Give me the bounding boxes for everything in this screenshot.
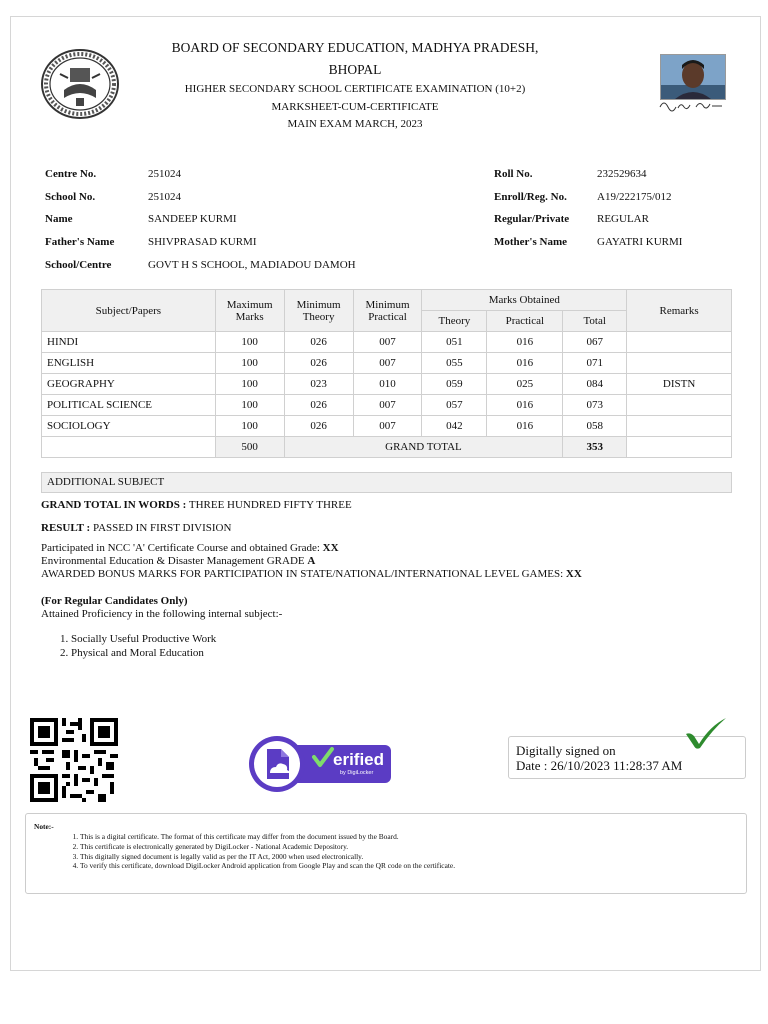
grand-total-spacer	[42, 437, 216, 458]
practical-cell: 016	[487, 395, 563, 416]
total-cell: 084	[563, 374, 627, 395]
notes-title: Note:-	[34, 822, 54, 831]
words-value: THREE HUNDRED FIFTY THREE	[188, 499, 352, 511]
subject-cell: HINDI	[42, 332, 216, 353]
list-item: 3. This digitally signed document is legally valid as per the IT Act, 2000 when used electronically.	[80, 852, 455, 862]
grand-total-remarks	[627, 437, 732, 458]
min-practical-cell: 010	[353, 374, 422, 395]
roll-no-value: 232529634	[597, 168, 647, 180]
min-theory-cell: 026	[284, 395, 353, 416]
remarks-cell	[627, 332, 732, 353]
header-minimum-theory: Minimum Theory	[284, 290, 353, 332]
subject-cell: GEOGRAPHY	[42, 374, 216, 395]
min-theory-cell: 026	[284, 353, 353, 374]
max-marks-cell: 100	[215, 416, 284, 437]
env-line	[41, 555, 315, 567]
remarks-cell	[627, 353, 732, 374]
school-centre-label: School/Centre	[45, 259, 112, 271]
centre-no-label: Centre No.	[45, 168, 97, 180]
father-name-value: SHIVPRASAD KURMI	[148, 236, 257, 248]
table-row	[42, 374, 732, 395]
subject-cell: POLITICAL SCIENCE	[42, 395, 216, 416]
notes-list	[66, 832, 455, 871]
grand-max-marks: 500	[215, 437, 284, 458]
marks-table	[41, 289, 732, 458]
subject-cell: SOCIOLOGY	[42, 416, 216, 437]
header-marks-obtained: Marks Obtained	[422, 290, 627, 311]
mother-name-value: GAYATRI KURMI	[597, 236, 683, 248]
practical-cell: 016	[487, 332, 563, 353]
regular-private-value: REGULAR	[597, 213, 649, 225]
remarks-cell	[627, 416, 732, 437]
mother-name-label: Mother's Name	[494, 236, 568, 248]
total-cell: 073	[563, 395, 627, 416]
theory-cell: 059	[422, 374, 487, 395]
result-line	[41, 522, 231, 534]
verified-word: erified	[333, 750, 385, 769]
ncc-text: Participated in NCC 'A' Certificate Course and obtained Grade:	[41, 542, 320, 554]
candidate-signature-icon	[656, 98, 726, 112]
min-practical-cell: 007	[353, 332, 422, 353]
remarks-cell: DISTN	[627, 374, 732, 395]
board-seal-icon	[40, 48, 120, 120]
name-label: Name	[45, 213, 73, 225]
theory-cell: 042	[422, 416, 487, 437]
words-label: GRAND TOTAL IN WORDS :	[41, 499, 187, 511]
result-label: RESULT :	[41, 522, 91, 534]
header-maximum-marks: Maximum Marks	[215, 290, 284, 332]
school-no-label: School No.	[45, 191, 96, 203]
total-cell: 067	[563, 332, 627, 353]
grand-total-value: 353	[563, 437, 627, 458]
list-item: 4. To verify this certificate, download DigiLocker Android application from Google Play and scan the QR code on the certificate.	[80, 861, 455, 871]
env-grade: A	[307, 555, 316, 567]
total-cell: 071	[563, 353, 627, 374]
centre-no-value: 251024	[148, 168, 181, 180]
ncc-grade: XX	[322, 542, 339, 554]
min-theory-cell: 026	[284, 332, 353, 353]
theory-cell: 051	[422, 332, 487, 353]
bonus-line	[41, 568, 582, 580]
school-centre-value: GOVT H S SCHOOL, MADIADOU DAMOH	[148, 259, 356, 271]
board-name-line2: BHOPAL	[328, 62, 382, 77]
signed-date: Date : 26/10/2023 11:28:37 AM	[516, 758, 683, 773]
grand-total-in-words	[41, 499, 352, 511]
total-cell: 058	[563, 416, 627, 437]
header-practical: Practical	[487, 311, 563, 332]
theory-cell: 055	[422, 353, 487, 374]
min-practical-cell: 007	[353, 395, 422, 416]
min-practical-cell: 007	[353, 353, 422, 374]
list-item: 1. This is a digital certificate. The format of this certificate may differ from the document issued by the Board.	[80, 832, 455, 842]
practical-cell: 016	[487, 353, 563, 374]
header-remarks: Remarks	[627, 290, 732, 332]
min-practical-cell: 007	[353, 416, 422, 437]
list-item: 2. Physical and Moral Education	[71, 646, 216, 660]
env-text: Environmental Education & Disaster Management GRADE	[41, 555, 305, 567]
exam-session: MAIN EXAM MARCH, 2023	[287, 118, 423, 130]
grand-total-row	[42, 437, 732, 458]
bonus-value: XX	[565, 568, 582, 580]
subject-cell: ENGLISH	[42, 353, 216, 374]
theory-cell: 057	[422, 395, 487, 416]
table-row	[42, 395, 732, 416]
green-tick-icon	[684, 716, 728, 750]
board-name-line1: BOARD OF SECONDARY EDUCATION, MADHYA PRADESH,	[171, 40, 539, 55]
bonus-text: AWARDED BONUS MARKS FOR PARTICIPATION IN STATE/NATIONAL/INTERNATIONAL LEVEL GAMES:	[41, 568, 564, 580]
max-marks-cell: 100	[215, 395, 284, 416]
max-marks-cell: 100	[215, 353, 284, 374]
notes-box	[25, 813, 747, 894]
remarks-cell	[627, 395, 732, 416]
enroll-no-value: A19/222175/012	[597, 191, 672, 203]
regular-private-label: Regular/Private	[494, 213, 570, 225]
enroll-no-label: Enroll/Reg. No.	[494, 191, 567, 203]
max-marks-cell: 100	[215, 332, 284, 353]
min-theory-cell: 023	[284, 374, 353, 395]
header-theory: Theory	[422, 311, 487, 332]
name-value: SANDEEP KURMI	[148, 213, 237, 225]
roll-no-label: Roll No.	[494, 168, 533, 180]
verified-by: by DigiLocker	[340, 770, 374, 776]
qr-code-icon[interactable]	[30, 718, 118, 802]
grand-total-label: GRAND TOTAL	[284, 437, 563, 458]
result-value: PASSED IN FIRST DIVISION	[92, 522, 232, 534]
school-no-value: 251024	[148, 191, 181, 203]
min-theory-cell: 026	[284, 416, 353, 437]
list-item: 2. This certificate is electronically generated by DigiLocker - National Academic Depository.	[80, 842, 455, 852]
exam-title: HIGHER SECONDARY SCHOOL CERTIFICATE EXAMINATION (10+2)	[184, 83, 526, 95]
practical-cell: 025	[487, 374, 563, 395]
header-total: Total	[563, 311, 627, 332]
document-type: MARKSHEET-CUM-CERTIFICATE	[271, 101, 439, 113]
proficiency-list	[40, 632, 216, 660]
max-marks-cell: 100	[215, 374, 284, 395]
table-row	[42, 416, 732, 437]
header-subject: Subject/Papers	[42, 290, 216, 332]
proficiency-intro: Attained Proficiency in the following internal subject:-	[41, 608, 283, 620]
header-minimum-practical: Minimum Practical	[353, 290, 422, 332]
signed-line1: Digitally signed on	[516, 743, 616, 758]
list-item: 1. Socially Useful Productive Work	[71, 632, 216, 646]
verified-digilocker-badge	[248, 735, 393, 793]
student-photo-icon	[660, 54, 726, 100]
table-row	[42, 353, 732, 374]
table-row	[42, 332, 732, 353]
regular-candidates-heading: (For Regular Candidates Only)	[41, 595, 188, 607]
practical-cell: 016	[487, 416, 563, 437]
additional-subject-bar: ADDITIONAL SUBJECT	[41, 472, 732, 493]
ncc-line	[41, 542, 339, 554]
father-name-label: Father's Name	[45, 236, 115, 248]
